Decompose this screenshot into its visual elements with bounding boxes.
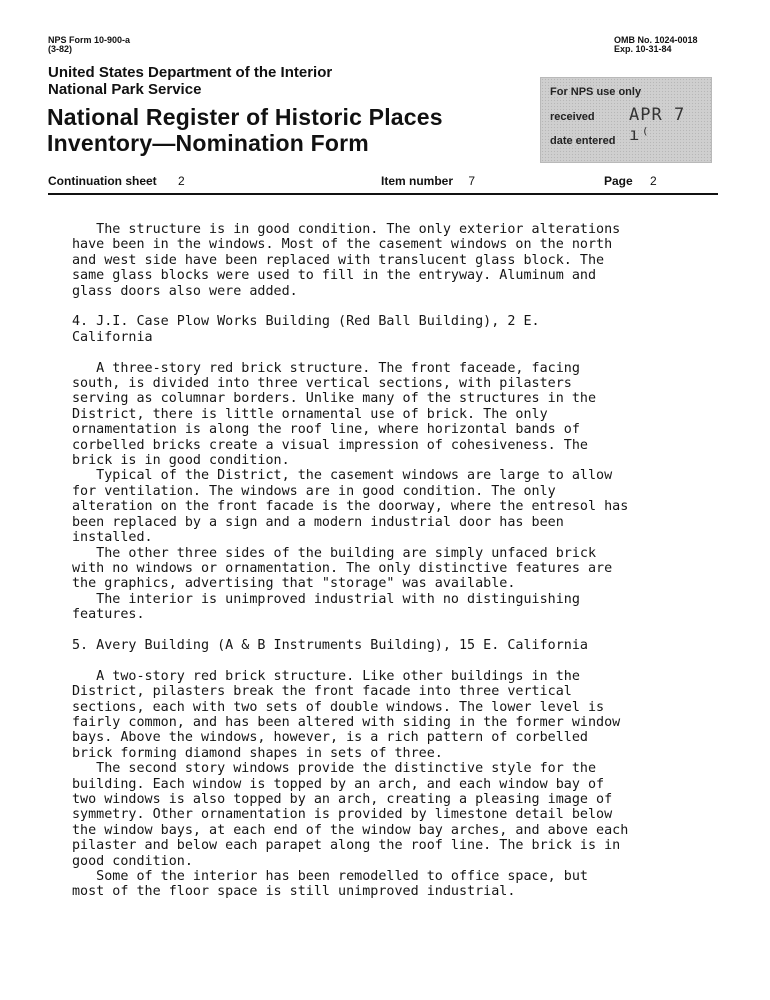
date-entered-label: date entered [550,135,616,147]
body-text-line: The structure is in good condition. The only exterior alterations [72,222,621,237]
item-number-label: Item number [381,174,454,188]
nps-use-only-box [540,77,712,163]
continuation-sheet-label: Continuation sheet [48,174,157,188]
body-text-line: bays. Above the windows, however, is a rich pattern of corbelled [72,730,588,746]
body-text-line: Typical of the District, the casement windows are large to allow [72,468,613,484]
service-name: National Park Service [48,81,202,98]
form-title-line2: Inventory—Nomination Form [47,130,369,156]
page-value: 2 [650,174,657,188]
body-text-line: corbelled bricks create a visual impression of cohesiveness. The [72,437,588,453]
body-text-line: The interior is unimproved industrial with no distinguishing [72,591,580,607]
body-text-line: same glass blocks were used to fill in the entryway. Aluminum and [72,268,597,284]
body-text-line: the window bays, at each end of the window bay arches, and above each [72,822,629,838]
nomination-body-text [72,222,712,900]
page-number [604,174,657,188]
body-text-line: for ventilation. The windows are in good condition. The only [72,483,556,499]
body-text-line: with no windows or ornamentation. The only distinctive features are [72,560,613,576]
body-text-line: sections, each with two sets of double windows. The lower level is [72,699,605,715]
body-text-line: most of the floor space is still unimproved industrial. [72,884,516,900]
body-text-line: features. [72,607,145,623]
header-divider [48,193,718,195]
body-text-line: been replaced by a sign and a modern industrial door has been [72,514,564,530]
received-date-stamp: APR 7 ı⁽ [629,105,686,145]
body-text-line: pilaster and below each parapet along the roof line. The brick is in [72,838,621,854]
body-text-line: The other three sides of the building are simply unfaced brick [72,545,597,561]
body-text-line: have been in the windows. Most of the casement windows on the north [72,237,613,253]
department-name: United States Department of the Interior [48,64,333,81]
body-text-line: 5. Avery Building (A & B Instruments Building), 15 E. California [72,637,588,653]
body-text-line: California [72,329,153,345]
form-number: NPS Form 10-900-a [48,35,131,45]
paragraph-gap [72,653,712,668]
body-text-line: District, there is little ornamental use of brick. The only [72,406,548,422]
body-text-line: south, is divided into three vertical sections, with pilasters [72,376,572,392]
body-text-line: symmetry. Other ornamentation is provided by limestone detail below [72,807,613,823]
paragraph-gap [72,299,712,314]
body-text-line: A two-story red brick structure. Like other buildings in the [72,668,580,684]
body-text-line: 4. J.I. Case Plow Works Building (Red Ball Building), 2 E. [72,314,540,330]
omb-number: OMB No. 1024-0018 [614,35,698,45]
continuation-sheet-value: 2 [178,174,185,188]
paragraph-gap [72,345,712,360]
continuation-sheet [48,174,185,188]
body-text-line: good condition. [72,853,193,869]
body-text-line: ornamentation is along the roof line, where horizontal bands of [72,422,580,438]
page-label: Page [604,174,633,188]
body-text-line: installed. [72,530,153,546]
paragraph-gap [72,623,712,638]
body-text-line: brick is in good condition. [72,453,290,469]
body-text-line: A three-story red brick structure. The front faceade, facing [72,360,580,376]
form-date: (3-82) [48,44,73,54]
body-text-line: serving as columnar borders. Unlike many of the structures in the [72,391,597,407]
body-text-line: Some of the interior has been remodelled to office space, but [72,869,588,884]
body-text-line: glass doors also were added. [72,283,298,299]
received-label: received [550,111,595,123]
form-title-line1: National Register of Historic Places [47,104,443,130]
body-text-line: and west side have been replaced with translucent glass block. The [72,252,605,268]
nps-use-only-label: For NPS use only [550,86,642,98]
item-number [381,174,475,188]
item-number-value: 7 [468,174,476,188]
body-text-line: the graphics, advertising that "storage" was available. [72,576,516,592]
body-text-line: District, pilasters break the front facade into three vertical [72,684,572,700]
expiration-date: Exp. 10-31-84 [614,44,672,54]
body-text-line: alteration on the front facade is the doorway, where the entresol has [72,499,629,515]
body-text-line: two windows is also topped by an arch, creating a pleasing image of [72,791,613,807]
body-text-line: The second story windows provide the distinctive style for the [72,761,597,777]
body-text-line: building. Each window is topped by an arch, and each window bay of [72,776,605,792]
body-text-line: fairly common, and has been altered with siding in the former window [72,714,621,730]
body-text-line: brick forming diamond shapes in sets of three. [72,745,443,761]
